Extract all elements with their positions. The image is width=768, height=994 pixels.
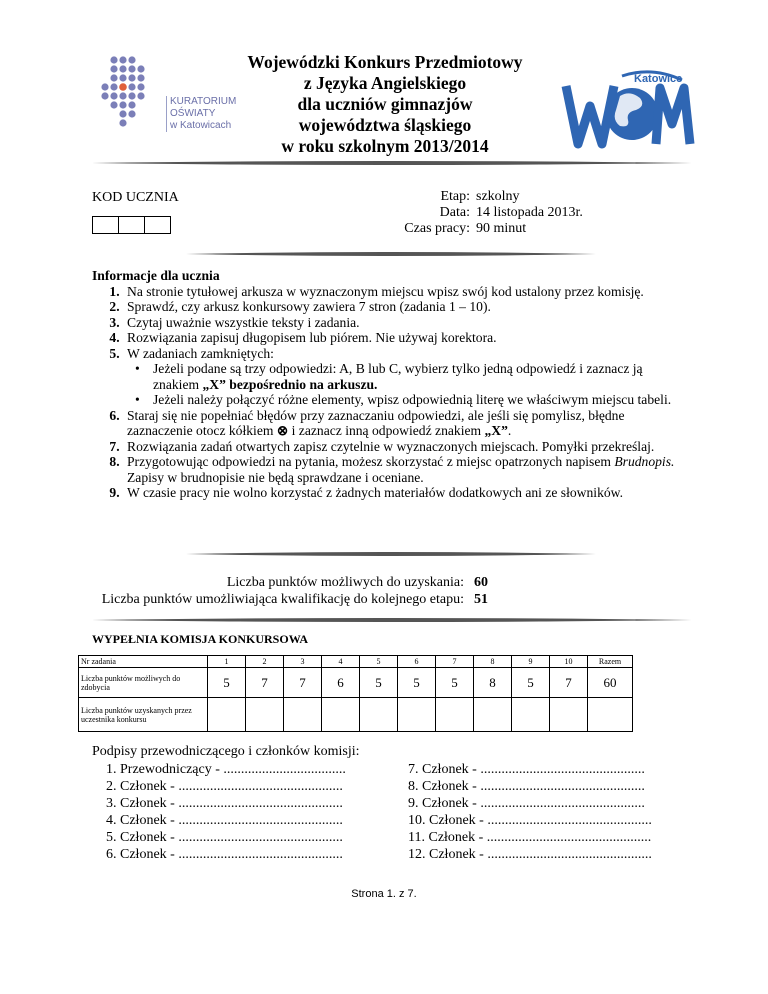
instruction-text: Rozwiązania zapisuj długopisem lub piórem. Nie używaj korektora. (127, 330, 497, 345)
instruction-text: i zaznacz inną odpowiedź znakiem (288, 423, 485, 438)
signature-line: 11. Członek - ............................................... (408, 830, 652, 845)
score-cell[interactable] (436, 698, 474, 732)
score-table (78, 655, 633, 732)
instruction-item (123, 485, 692, 501)
instruction-text: W zadaniach zamkniętych: (127, 345, 274, 361)
task-points: 5 (398, 668, 436, 698)
task-number: 2 (246, 656, 284, 668)
points-summary (92, 574, 488, 608)
score-cell[interactable] (588, 698, 633, 732)
score-cell[interactable] (398, 698, 436, 732)
signatures-left (106, 761, 346, 863)
task-points: 60 (588, 668, 633, 698)
max-points-label: Liczba punktów możliwych do uzyskania: (226, 575, 464, 590)
signatures-right (408, 761, 652, 863)
sub-instruction (145, 392, 692, 408)
task-number: 10 (550, 656, 588, 668)
row-label: Liczba punktów uzyskanych przez uczestnika konkursu (79, 698, 208, 732)
komisja-heading: WYPEŁNIA KOMISJA KONKURSOWA (92, 632, 309, 646)
table-row (79, 668, 633, 698)
instruction-text: Staraj się nie popełniać błędów przy zaznaczaniu odpowiedzi, ale jeśli się pomylisz, błędne zaznaczenie otocz kółkiem (127, 407, 625, 438)
kuratorium-logo-icon (98, 54, 160, 134)
instruction-text: Rozwiązania zadań otwartych zapisz czytelnie w wyznaczonych miejscach. Pomyłki przekreślaj. (127, 438, 655, 454)
czas-value: 90 minut (476, 221, 527, 236)
task-number: 1 (208, 656, 246, 668)
instruction-item (123, 315, 692, 331)
czas-label: Czas pracy: (404, 221, 470, 236)
instructions (92, 268, 692, 501)
score-cell[interactable] (474, 698, 512, 732)
task-number: 8 (474, 656, 512, 668)
task-points: 5 (512, 668, 550, 698)
max-points-value: 60 (474, 575, 488, 590)
score-cell[interactable] (208, 698, 246, 732)
instruction-item (123, 330, 692, 346)
signature-line: 5. Członek - ............................................... (106, 830, 343, 845)
kod-box-cell[interactable] (92, 216, 119, 234)
table-row (79, 698, 633, 732)
signature-line: 1. Przewodniczący - ................................... (106, 762, 346, 777)
instruction-text: Sprawdź, czy arkusz konkursowy zawiera 7 stron (zadania 1 – 10). (127, 299, 491, 314)
instruction-text: . (507, 423, 512, 438)
title-line: dla uczniów gimnazjów (297, 94, 473, 114)
signature-line: 7. Członek - ............................................... (408, 762, 645, 777)
task-points: 8 (474, 668, 512, 698)
document-title (200, 52, 570, 157)
instruction-emphasis: „X” (484, 423, 508, 438)
instruction-text: W czasie pracy nie wolno korzystać z żadnych materiałów dodatkowych ani ze słowników. (127, 485, 623, 500)
task-points: 6 (322, 668, 360, 698)
signature-line: 12. Członek - ............................................... (408, 847, 652, 862)
task-points: 7 (284, 668, 322, 698)
circled-x-icon: ⊗ (276, 423, 289, 438)
logo-line: OŚWIATY (170, 108, 216, 119)
score-cell[interactable] (284, 698, 322, 732)
signatures-heading: Podpisy przewodniczącego i członków komisji: (92, 744, 360, 759)
instruction-text: Zapisy w brudnopisie nie będą sprawdzane i oceniane. (127, 469, 424, 485)
task-number: 3 (284, 656, 322, 668)
etap-value: szkolny (476, 189, 520, 204)
exam-details (380, 189, 583, 237)
signature-line: 9. Członek - ............................................... (408, 796, 645, 811)
sub-instruction (145, 361, 692, 392)
kod-ucznia-boxes[interactable] (92, 216, 170, 234)
divider (92, 617, 692, 623)
data-value: 14 listopada 2013r. (476, 205, 583, 220)
task-number: 7 (436, 656, 474, 668)
kod-ucznia-label: KOD UCZNIA (92, 190, 179, 205)
signature-line: 6. Członek - ............................................... (106, 847, 343, 862)
instruction-text: Jeżeli podane są trzy odpowiedzi: A, B lub C, wybierz tylko jedną odpowiedź i zaznacz ją znakiem (153, 361, 643, 392)
instruction-item (123, 454, 692, 485)
title-line: w roku szkolnym 2013/2014 (281, 136, 489, 156)
instruction-text: Na stronie tytułowej arkusza w wyznaczonym miejscu wpisz swój kod ustalony przez komisję. (127, 283, 644, 299)
score-cell[interactable] (550, 698, 588, 732)
title-line: Wojewódzki Konkurs Przedmiotowy (247, 52, 523, 72)
score-cell[interactable] (360, 698, 398, 732)
task-points: 5 (360, 668, 398, 698)
qualification-points-label: Liczba punktów umożliwiająca kwalifikację do kolejnego etapu: (101, 592, 464, 607)
instruction-item (123, 284, 692, 300)
logo-line: w Katowicach (170, 120, 232, 131)
title-line: z Języka Angielskiego (303, 73, 467, 93)
signature-line: 10. Członek - ............................................... (408, 813, 652, 828)
logo-line: KURATORIUM (170, 96, 237, 107)
score-cell[interactable] (322, 698, 360, 732)
task-number: 9 (512, 656, 550, 668)
task-number: 5 (360, 656, 398, 668)
instruction-emphasis: Brudnopis. (614, 454, 675, 469)
signature-line: 8. Członek - ............................................... (408, 779, 645, 794)
instruction-item (123, 408, 692, 439)
divider (186, 251, 596, 257)
instruction-item (123, 439, 692, 455)
instruction-text: Czytaj uważnie wszystkie teksty i zadania. (127, 314, 360, 330)
row-label: Nr zadania (79, 656, 208, 668)
task-number: Razem (588, 656, 633, 668)
instruction-text: Przygotowując odpowiedzi na pytania, możesz skorzystać z miejsc opatrzonych napisem (127, 454, 615, 469)
qualification-points-value: 51 (474, 592, 488, 607)
instruction-item (123, 299, 692, 315)
task-points: 7 (550, 668, 588, 698)
table-row (79, 656, 633, 668)
title-line: województwa śląskiego (298, 115, 472, 135)
task-points: 5 (208, 668, 246, 698)
instruction-text: Jeżeli należy połączyć różne elementy, wpisz odpowiednią literę we właściwym miejscu tabeli. (153, 392, 672, 407)
signature-line: 4. Członek - ............................................... (106, 813, 343, 828)
page-number: Strona 1. z 7. (351, 888, 417, 900)
instruction-emphasis: „X” bezpośrednio na arkuszu. (202, 376, 378, 392)
instructions-heading: Informacje dla ucznia (92, 268, 220, 283)
row-label: Liczba punktów możliwych do zdobycia (79, 668, 208, 698)
etap-label: Etap: (440, 189, 470, 204)
score-cell[interactable] (246, 698, 284, 732)
svg-text:Katowice: Katowice (634, 73, 683, 85)
kod-box-cell[interactable] (144, 216, 171, 234)
divider (92, 160, 692, 166)
divider (186, 551, 596, 557)
task-points: 7 (246, 668, 284, 698)
wom-logo-icon (560, 66, 700, 156)
data-label: Data: (439, 205, 470, 220)
score-cell[interactable] (512, 698, 550, 732)
instruction-item (123, 346, 692, 408)
signature-line: 2. Członek - ............................................... (106, 779, 343, 794)
task-points: 5 (436, 668, 474, 698)
task-number: 4 (322, 656, 360, 668)
task-number: 6 (398, 656, 436, 668)
signature-line: 3. Członek - ............................................... (106, 796, 343, 811)
kod-box-cell[interactable] (118, 216, 145, 234)
